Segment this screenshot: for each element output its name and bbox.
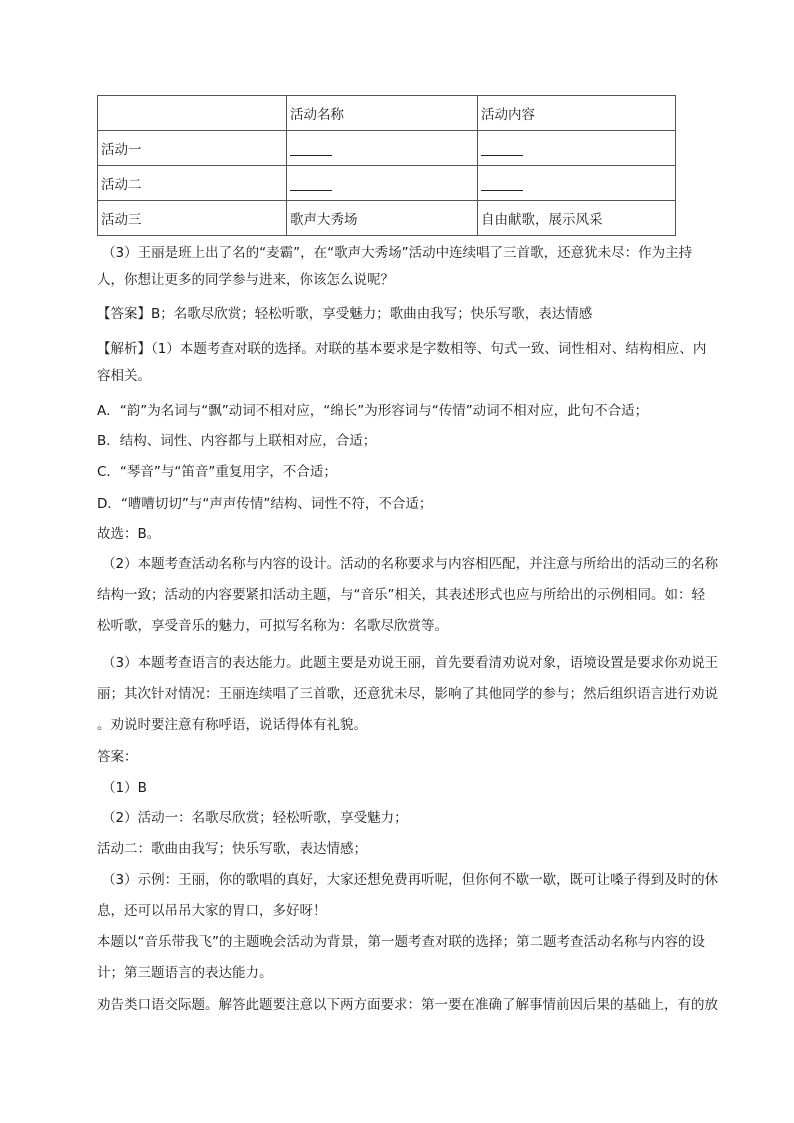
answer-line: 【答案】B；名歌尽欣赏；轻松听歌，享受魅力；歌曲由我写；快乐写歌，表达情感	[97, 306, 593, 322]
option-a: A．“韵”为名词与“飘”动词不相对应，“绵长”为形容词与“传情”动词不相对应，此句不合适；	[97, 403, 649, 419]
fill-blank	[290, 141, 332, 156]
table-row	[98, 201, 676, 236]
table-row	[98, 166, 676, 201]
table-header-cell: 活动名称	[287, 96, 478, 131]
table-row	[98, 131, 676, 166]
row-label: 活动一	[98, 131, 287, 166]
analysis-line: 丽；其次针对情况：王丽连续唱了三首歌，还意犹未尽，影响了其他同学的参与；然后组织语言进行劝说	[97, 686, 718, 702]
choice-line: 故选：B。	[97, 526, 161, 542]
table-header-row	[98, 96, 676, 131]
answer-line: （2）活动一：名歌尽欣赏；轻松听歌，享受魅力；	[102, 810, 408, 826]
content-blank-cell	[478, 131, 676, 166]
analysis-line: 容相关。	[97, 368, 151, 384]
analysis-line: 结构一致；活动的内容要紧扣活动主题，与“音乐”相关，其表述形式也应与所给出的示例相同。如：轻	[97, 587, 705, 603]
summary-line: 本题以“音乐带我飞”的主题晚会活动为背景，第一题考查对联的选择；第二题考查活动名称与内容的设	[97, 934, 705, 950]
answer-heading: 答案：	[97, 749, 138, 765]
row-label: 活动二	[98, 166, 287, 201]
name-blank-cell	[287, 131, 478, 166]
answer-line: 息，还可以吊吊大家的胃口，多好呀！	[97, 903, 327, 919]
option-d: D．“嘈嘈切切”与“声声传情”结构、词性不符，不合适；	[97, 496, 433, 512]
fill-blank	[290, 176, 332, 191]
table-header-cell: 活动内容	[478, 96, 676, 131]
answer-line: （3）示例：王丽，你的歌唱的真好，大家还想免费再听呢，但你何不歇一歇，既可让嗓子得到及时的休	[102, 872, 719, 888]
content-blank-cell	[478, 166, 676, 201]
analysis-line: 【解析】（1）本题考查对联的选择。对联的基本要求是字数相等、句式一致、词性相对、结构相应、内	[97, 341, 707, 357]
analysis-line: 松听歌，享受音乐的魅力，可拟写名称为：名歌尽欣赏等。	[97, 618, 448, 634]
option-c: C．“琴音”与“笛音”重复用字，不合适；	[97, 464, 337, 480]
question-text: 人，你想让更多的同学参与进来，你该怎么说呢？	[97, 272, 394, 288]
activity-table	[97, 95, 676, 236]
analysis-line: 。劝说时要注意有称呼语，说话得体有礼貌。	[97, 717, 367, 733]
analysis-line: （2）本题考查活动名称与内容的设计。活动的名称要求与内容相匹配，并注意与所给出的活动三的名称	[102, 556, 719, 572]
answer-line: （1）B	[102, 780, 147, 796]
option-b: B．结构、词性、内容都与上联相对应，合适；	[97, 433, 377, 449]
answer-line: 活动二：歌曲由我写；快乐写歌，表达情感；	[97, 841, 367, 857]
tip-line: 劝告类口语交际题。解答此题要注意以下两方面要求：第一要在准确了解事情前因后果的基础上，有的放	[97, 997, 718, 1013]
summary-line: 计；第三题语言的表达能力。	[97, 965, 273, 981]
fill-blank	[481, 141, 523, 156]
name-blank-cell	[287, 166, 478, 201]
activity-content-cell: 自由献歌，展示风采	[478, 201, 676, 236]
activity-name-cell: 歌声大秀场	[287, 201, 478, 236]
table-header-cell	[98, 96, 287, 131]
question-text: （3）王丽是班上出了名的“麦霸”，在“歌声大秀场”活动中连续唱了三首歌，还意犹未尽：作为主持	[102, 245, 693, 261]
analysis-line: （3）本题考查语言的表达能力。此题主要是劝说王丽，首先要看清劝说对象，语境设置是要求你劝说王	[102, 655, 719, 671]
row-label: 活动三	[98, 201, 287, 236]
fill-blank	[481, 176, 523, 191]
